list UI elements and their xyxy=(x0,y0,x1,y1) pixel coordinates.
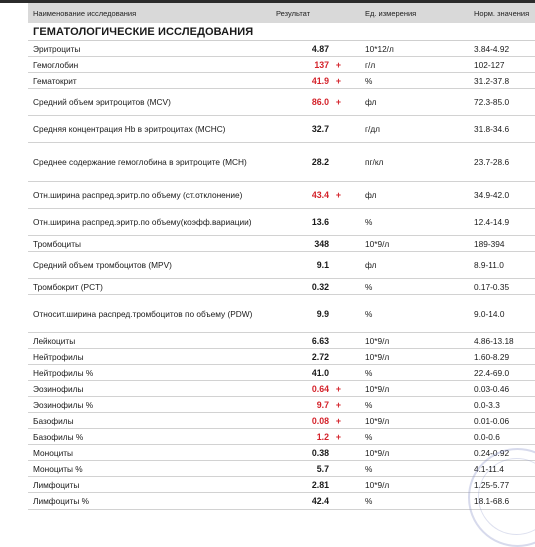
result-cell xyxy=(276,309,348,319)
result-value: 0.38 xyxy=(311,447,329,458)
unit-cell: 10*9/л xyxy=(365,351,390,362)
test-name: Эозинофилы xyxy=(33,383,84,394)
results-table-body xyxy=(28,41,535,510)
table-header xyxy=(28,3,535,23)
result-cell xyxy=(276,336,348,346)
result-cell xyxy=(276,60,348,70)
reference-range: 3.84-4.92 xyxy=(474,43,510,54)
unit-cell: % xyxy=(365,308,373,319)
test-name: Отн.ширина распред.эритр.по объему(коэфф.вариации) xyxy=(33,217,252,227)
test-name: Средний объем эритроцитов (MCV) xyxy=(33,97,171,107)
table-row xyxy=(28,279,535,295)
unit-cell: 10*12/л xyxy=(365,43,394,54)
result-value: 28.2 xyxy=(311,157,329,167)
test-name: Нейтрофилы % xyxy=(33,367,94,378)
result-value: 42.4 xyxy=(311,496,329,506)
result-cell xyxy=(276,448,348,458)
result-cell xyxy=(276,124,348,134)
test-name: Нейтрофилы xyxy=(33,351,84,362)
result-cell xyxy=(276,464,348,474)
result-value: 9.1 xyxy=(316,260,329,270)
unit-cell: фл xyxy=(365,190,377,200)
header-result: Результат xyxy=(276,8,311,18)
result-cell xyxy=(276,496,348,506)
unit-cell: % xyxy=(365,281,373,292)
header-reference: Норм. значения xyxy=(474,8,530,18)
unit-cell: г/дл xyxy=(365,124,381,134)
table-row xyxy=(28,182,535,209)
test-name: Базофилы % xyxy=(33,431,84,442)
reference-range: 1.60-8.29 xyxy=(474,351,510,362)
unit-cell: % xyxy=(365,217,373,227)
abnormal-flag: + xyxy=(335,383,342,394)
reference-range: 102-127 xyxy=(474,59,505,70)
table-row xyxy=(28,477,535,493)
result-cell xyxy=(276,282,348,292)
table-row xyxy=(28,413,535,429)
result-cell xyxy=(276,157,348,167)
unit-cell: 10*9/л xyxy=(365,335,390,346)
reference-range: 34.9-42.0 xyxy=(474,190,510,200)
reference-range: 8.9-11.0 xyxy=(474,260,504,270)
table-row xyxy=(28,73,535,89)
reference-range: 12.4-14.9 xyxy=(474,217,510,227)
abnormal-flag: + xyxy=(335,399,342,410)
test-name: Лимфоциты xyxy=(33,479,80,490)
result-value: 13.6 xyxy=(311,217,329,227)
test-name: Отн.ширина распред.эритр.по объему (ст.отклонение) xyxy=(33,190,243,200)
abnormal-flag: + xyxy=(335,97,342,107)
result-value: 2.81 xyxy=(311,479,329,490)
abnormal-flag: + xyxy=(335,190,342,200)
result-value: 348 xyxy=(314,238,329,249)
result-value: 4.87 xyxy=(311,43,329,54)
test-name: Лейкоциты xyxy=(33,335,76,346)
section-title: ГЕМАТОЛОГИЧЕСКИЕ ИССЛЕДОВАНИЯ xyxy=(28,24,535,41)
result-cell xyxy=(276,400,348,410)
result-value: 0.64 xyxy=(311,383,329,394)
reference-range: 0.03-0.46 xyxy=(474,383,510,394)
unit-cell: 10*9/л xyxy=(365,383,390,394)
test-name: Средний объем тромбоцитов (MPV) xyxy=(33,260,172,270)
result-value: 6.63 xyxy=(311,335,329,346)
table-row xyxy=(28,295,535,333)
table-row xyxy=(28,381,535,397)
test-name: Среднее содержание гемоглобина в эритроците (MCH) xyxy=(33,157,247,167)
unit-cell: % xyxy=(365,399,373,410)
lab-results-sheet xyxy=(28,3,535,510)
reference-range: 4.86-13.18 xyxy=(474,335,514,346)
table-row xyxy=(28,89,535,116)
result-value: 86.0 xyxy=(311,97,329,107)
result-cell xyxy=(276,76,348,86)
test-name: Моноциты xyxy=(33,447,73,458)
result-cell xyxy=(276,44,348,54)
result-value: 0.08 xyxy=(311,415,329,426)
reference-range: 18.1-68.6 xyxy=(474,496,510,506)
reference-range: 189-394 xyxy=(474,238,505,249)
table-row xyxy=(28,445,535,461)
abnormal-flag: + xyxy=(335,75,342,86)
reference-range: 4.1-11.4 xyxy=(474,463,504,474)
unit-cell: % xyxy=(365,496,373,506)
reference-range: 0.24-0.92 xyxy=(474,447,510,458)
table-row xyxy=(28,493,535,510)
test-name: Моноциты % xyxy=(33,463,83,474)
result-value: 32.7 xyxy=(311,124,329,134)
test-name: Средняя концентрация Hb в эритроцитах (MCHC) xyxy=(33,124,226,134)
result-cell xyxy=(276,480,348,490)
result-value: 9.9 xyxy=(316,308,329,319)
reference-range: 22.4-69.0 xyxy=(474,367,510,378)
unit-cell: % xyxy=(365,463,373,474)
test-name: Базофилы xyxy=(33,415,74,426)
test-name: Лимфоциты % xyxy=(33,496,90,506)
table-row xyxy=(28,209,535,236)
result-cell xyxy=(276,368,348,378)
result-value: 43.4 xyxy=(311,190,329,200)
table-row xyxy=(28,143,535,182)
unit-cell: % xyxy=(365,431,373,442)
test-name: Тромбокрит (PCT) xyxy=(33,281,103,292)
table-row xyxy=(28,365,535,381)
table-row xyxy=(28,461,535,477)
table-row xyxy=(28,41,535,57)
result-cell xyxy=(276,217,348,227)
table-row xyxy=(28,236,535,252)
unit-cell: 10*9/л xyxy=(365,238,390,249)
result-cell xyxy=(276,190,348,200)
abnormal-flag: + xyxy=(335,431,342,442)
reference-range: 31.2-37.8 xyxy=(474,75,510,86)
unit-cell: % xyxy=(365,367,373,378)
header-name: Наименование исследования xyxy=(33,8,137,18)
table-row xyxy=(28,57,535,73)
reference-range: 9.0-14.0 xyxy=(474,308,505,319)
unit-cell: 10*9/л xyxy=(365,415,390,426)
table-row xyxy=(28,252,535,279)
abnormal-flag: + xyxy=(335,415,342,426)
reference-range: 0.17-0.35 xyxy=(474,281,510,292)
test-name: Относит.ширина распред.тромбоцитов по объему (PDW) xyxy=(33,308,253,319)
unit-cell: % xyxy=(365,75,373,86)
table-row xyxy=(28,333,535,349)
result-cell xyxy=(276,432,348,442)
result-cell xyxy=(276,416,348,426)
reference-range: 0.0-0.6 xyxy=(474,431,500,442)
table-row xyxy=(28,116,535,143)
reference-range: 31.8-34.6 xyxy=(474,124,510,134)
test-name: Гемоглобин xyxy=(33,59,79,70)
result-cell xyxy=(276,384,348,394)
unit-cell: г/л xyxy=(365,59,376,70)
result-value: 41.0 xyxy=(311,367,329,378)
result-value: 0.32 xyxy=(311,281,329,292)
result-cell xyxy=(276,239,348,249)
unit-cell: фл xyxy=(365,97,377,107)
result-cell xyxy=(276,352,348,362)
header-unit: Ед. измерения xyxy=(365,8,417,18)
table-row xyxy=(28,429,535,445)
unit-cell: пг/кл xyxy=(365,157,384,167)
result-value: 137 xyxy=(314,59,329,70)
unit-cell: 10*9/л xyxy=(365,479,390,490)
reference-range: 0.01-0.06 xyxy=(474,415,510,426)
reference-range: 72.3-85.0 xyxy=(474,97,510,107)
result-cell xyxy=(276,260,348,270)
result-value: 41.9 xyxy=(311,75,329,86)
result-value: 1.2 xyxy=(316,431,329,442)
result-cell xyxy=(276,97,348,107)
reference-range: 23.7-28.6 xyxy=(474,157,510,167)
test-name: Эозинофилы % xyxy=(33,399,94,410)
result-value: 2.72 xyxy=(311,351,329,362)
unit-cell: фл xyxy=(365,260,377,270)
test-name: Тромбоциты xyxy=(33,238,81,249)
unit-cell: 10*9/л xyxy=(365,447,390,458)
test-name: Гематокрит xyxy=(33,75,77,86)
reference-range: 1.25-5.77 xyxy=(474,479,510,490)
table-row xyxy=(28,349,535,365)
table-row xyxy=(28,397,535,413)
result-value: 5.7 xyxy=(316,463,329,474)
reference-range: 0.0-3.3 xyxy=(474,399,500,410)
abnormal-flag: + xyxy=(335,59,342,70)
test-name: Эритроциты xyxy=(33,43,81,54)
result-value: 9.7 xyxy=(316,399,329,410)
